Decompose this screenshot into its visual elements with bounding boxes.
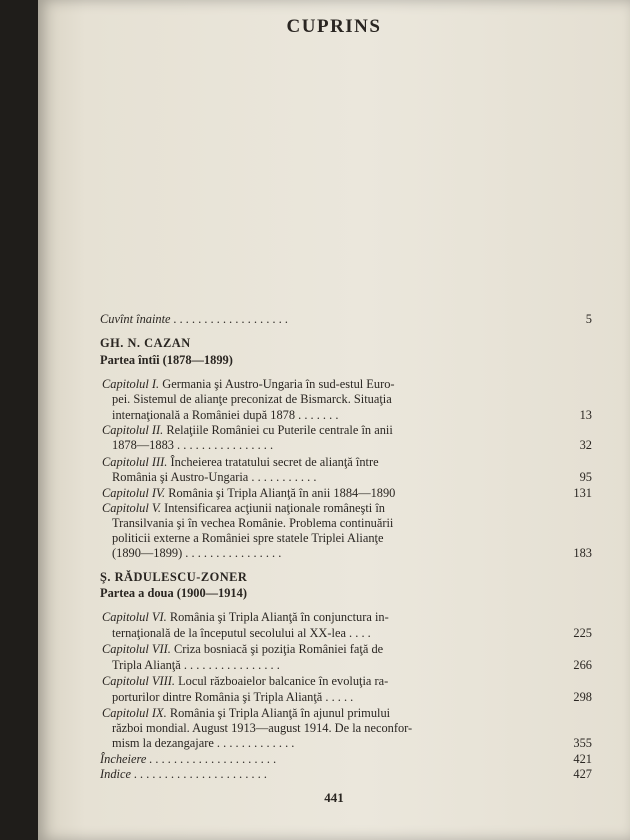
toc-entry-chapter-3[interactable]: Capitolul III. Încheierea tratatului secret de alianţă între [102,455,379,469]
toc-entry-chapter-7-line: Tripla Alianţă . . . . . . . . . . . . . . . . 266 [112,658,592,672]
toc-entry-chapter-1-line: internaţională a României după 1878 . . . . . . . 13 [112,408,592,422]
toc-entry-chapter-8-line: porturilor dintre România şi Tripla Alianţă . . . . . 298 [112,690,592,704]
toc-entry-chapter-6-line: ternaţională de la începutul secolului al XX-lea . . . . 225 [112,626,592,640]
part-heading: Partea întîi (1878—1899) [100,353,233,367]
toc-entry-index[interactable]: Indice . . . . . . . . . . . . . . . . . . . . . . 427 [100,767,592,781]
toc-entry-page: 95 [579,470,592,484]
toc-entry-page: 298 [573,690,592,704]
part-heading: Partea a doua (1900—1914) [100,586,247,600]
toc-entry-chapter-1[interactable]: Capitolul I. Germania şi Austro-Ungaria în sud-estul Euro- [102,377,395,391]
toc-entry-chapter-2-line: 1878—1883 . . . . . . . . . . . . . . . . 32 [112,438,592,452]
toc-entry-chapter-9-line: război mondial. August 1913—august 1914. De la neconfor- [112,721,413,735]
toc-entry-page: 5 [585,312,592,326]
toc-entry-chapter-8[interactable]: Capitolul VIII. Locul războaielor balcanice în evoluţia ra- [102,674,389,688]
toc-entry-page: 421 [573,752,592,766]
toc-entry-conclusion[interactable]: Încheiere . . . . . . . . . . . . . . . . . . . . . 421 [100,752,592,766]
toc-entry-chapter-5-line: Transilvania şi în vechea Românie. Problema continuării [112,516,394,530]
author-heading: Ş. RĂDULESCU-ZONER [100,570,248,584]
toc-entry-label: Cuvînt înainte . . . . . . . . . . . . . . . . . . . [100,312,289,326]
toc-entry-chapter-6[interactable]: Capitolul VI. România şi Tripla Alianţă în conjunctura in- [102,610,389,624]
toc-entry-chapter-2[interactable]: Capitolul II. Relaţiile României cu Puterile centrale în anii [102,423,393,437]
toc-entry-chapter-5-line: (1890—1899) . . . . . . . . . . . . . . . . 183 [112,546,592,560]
toc-entry-chapter-9-line: mism la dezangajare . . . . . . . . . . . . . 355 [112,736,592,750]
toc-entry-foreword[interactable] [100,312,600,327]
toc-entry-chapter-4[interactable]: Capitolul IV. România şi Tripla Alianţă în anii 1884—1890 131 [102,486,592,500]
toc-entry-chapter-3-line: România şi Austro-Ungaria . . . . . . . . . . . 95 [112,470,592,484]
toc-entry-page: 427 [573,767,592,781]
toc-entry-page: 131 [573,486,592,500]
toc-entry-page: 183 [573,546,592,560]
toc-entry-page: 13 [579,408,592,422]
toc-entry-chapter-5-line: politicii externe a României spre statele Triplei Alianţe [112,531,384,545]
page-title: CUPRINS [286,16,382,37]
toc-entry-chapter-9[interactable]: Capitolul IX. România şi Tripla Alianţă în ajunul primului [102,706,391,720]
toc-entry-page: 266 [573,658,592,672]
toc-entry-chapter-1-line: pei. Sistemul de alianţe preconizat de Bismarck. Situaţia [112,392,392,406]
toc-entry-page: 225 [573,626,592,640]
author-heading: GH. N. CAZAN [100,336,191,350]
toc-entry-page: 355 [573,736,592,750]
page-number: 441 [324,790,344,805]
toc-entry-page: 32 [579,438,592,452]
toc-entry-chapter-7[interactable]: Capitolul VII. Criza bosniacă şi poziţia României faţă de [102,642,384,656]
book-page [38,0,630,840]
toc-entry-chapter-5[interactable]: Capitolul V. Intensificarea acţiunii naţionale româneşti în [102,501,385,515]
